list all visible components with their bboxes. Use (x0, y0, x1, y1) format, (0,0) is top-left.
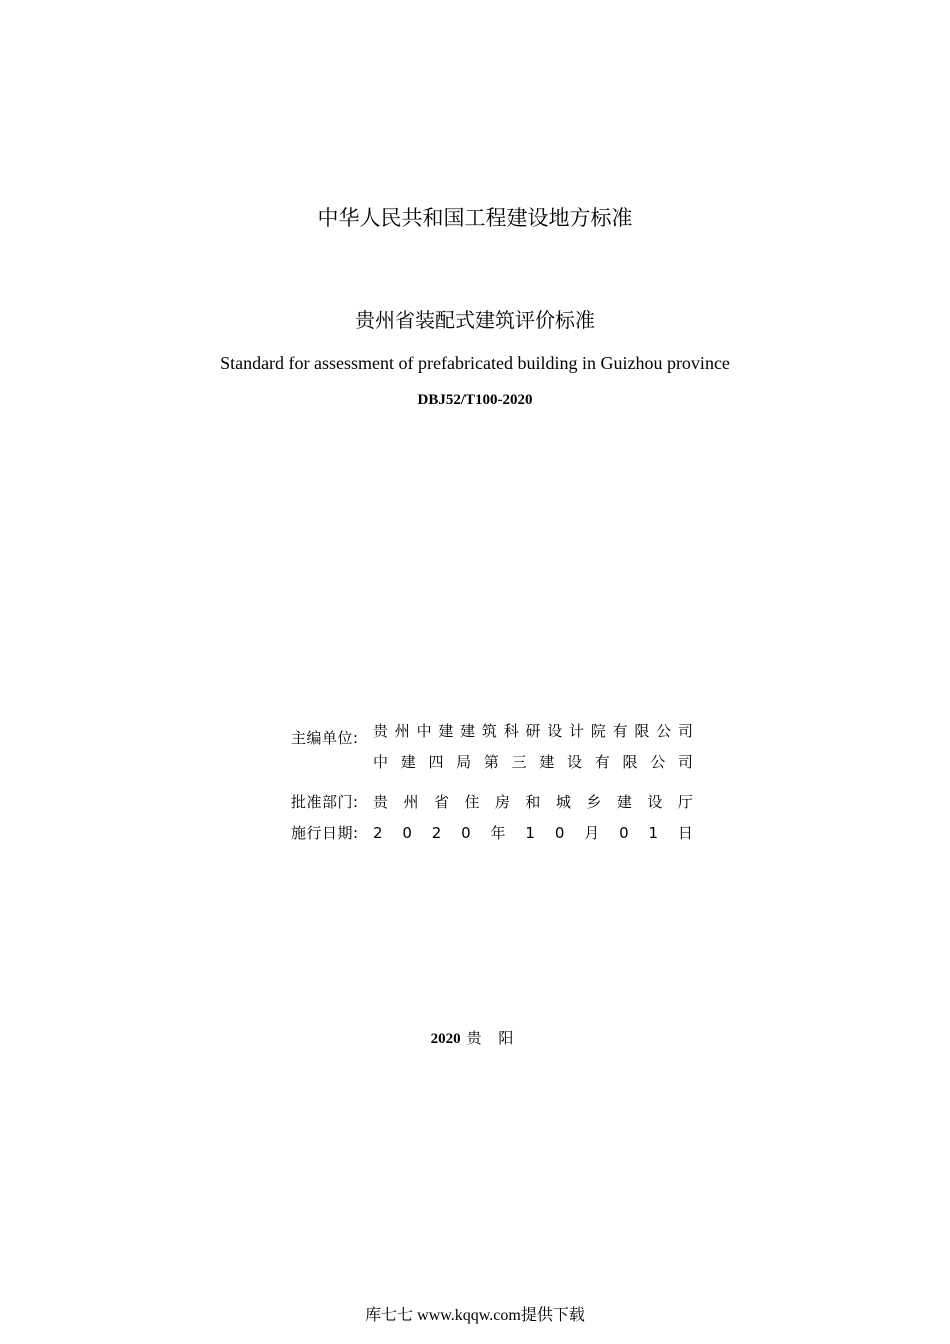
character: 司 (677, 722, 693, 740)
character: 建 (400, 753, 416, 771)
character: 日 (677, 824, 693, 842)
character: 州 (394, 722, 410, 740)
download-source-footer: 库七七 www.kqqw.com提供下载 (365, 1307, 585, 1324)
character: 贵 (373, 722, 389, 740)
character: 司 (677, 753, 693, 771)
character: 住 (464, 793, 480, 811)
character: 0 (619, 824, 629, 842)
character: 公 (650, 753, 666, 771)
character: 限 (622, 753, 638, 771)
document-title-english: Standard for assessment of prefabricated building in Guizhou province (220, 353, 730, 373)
character: 局 (456, 753, 472, 771)
character: 0 (554, 824, 565, 842)
publication-year: 2020 (430, 1031, 461, 1047)
character: 年 (490, 824, 506, 842)
character: 和 (525, 793, 541, 811)
character: 1 (525, 824, 535, 842)
publication-place-year (0, 1028, 950, 1049)
editor-label: 主编单位: (291, 729, 359, 747)
character: 三 (511, 753, 527, 771)
character: 2 (431, 824, 442, 842)
approver-value (373, 792, 693, 812)
character: 有 (594, 753, 610, 771)
character: 0 (461, 824, 471, 842)
character: 院 (590, 722, 606, 740)
character: 中 (416, 722, 432, 740)
character: 限 (634, 722, 650, 740)
character: 州 (403, 793, 419, 811)
character: 城 (555, 793, 571, 811)
character: 月 (584, 824, 600, 842)
character: 科 (503, 722, 519, 740)
character: 省 (433, 793, 449, 811)
character: 1 (648, 824, 658, 842)
series-title: 中华人民共和国工程建设地方标准 (317, 206, 633, 230)
effective-date-value (373, 823, 693, 843)
character: 有 (612, 722, 628, 740)
character: 建 (460, 722, 476, 740)
character: 研 (525, 722, 541, 740)
character: 设 (567, 753, 583, 771)
character: 筑 (481, 722, 497, 740)
character: 公 (656, 722, 672, 740)
document-title-chinese: 贵州省装配式建筑评价标准 (355, 308, 595, 332)
character: 0 (402, 824, 412, 842)
editor-organization-2 (373, 752, 693, 772)
character: 计 (569, 722, 585, 740)
character: 建 (616, 793, 632, 811)
character: 贵 (373, 793, 389, 811)
character: 设 (647, 793, 663, 811)
character: 厅 (677, 793, 693, 811)
approver-label: 批准部门: (291, 793, 359, 811)
effective-date-label: 施行日期: (291, 824, 359, 842)
character: 建 (438, 722, 454, 740)
standard-code: DBJ52/T100-2020 (417, 392, 533, 408)
character: 设 (547, 722, 563, 740)
editor-organization-1 (373, 721, 693, 741)
character: 房 (494, 793, 510, 811)
publication-city: 贵 阳 (466, 1029, 520, 1047)
character: 第 (483, 753, 499, 771)
character: 乡 (586, 793, 602, 811)
character: 2 (373, 824, 383, 842)
character: 建 (539, 753, 555, 771)
character: 四 (428, 753, 444, 771)
character: 中 (373, 753, 389, 771)
